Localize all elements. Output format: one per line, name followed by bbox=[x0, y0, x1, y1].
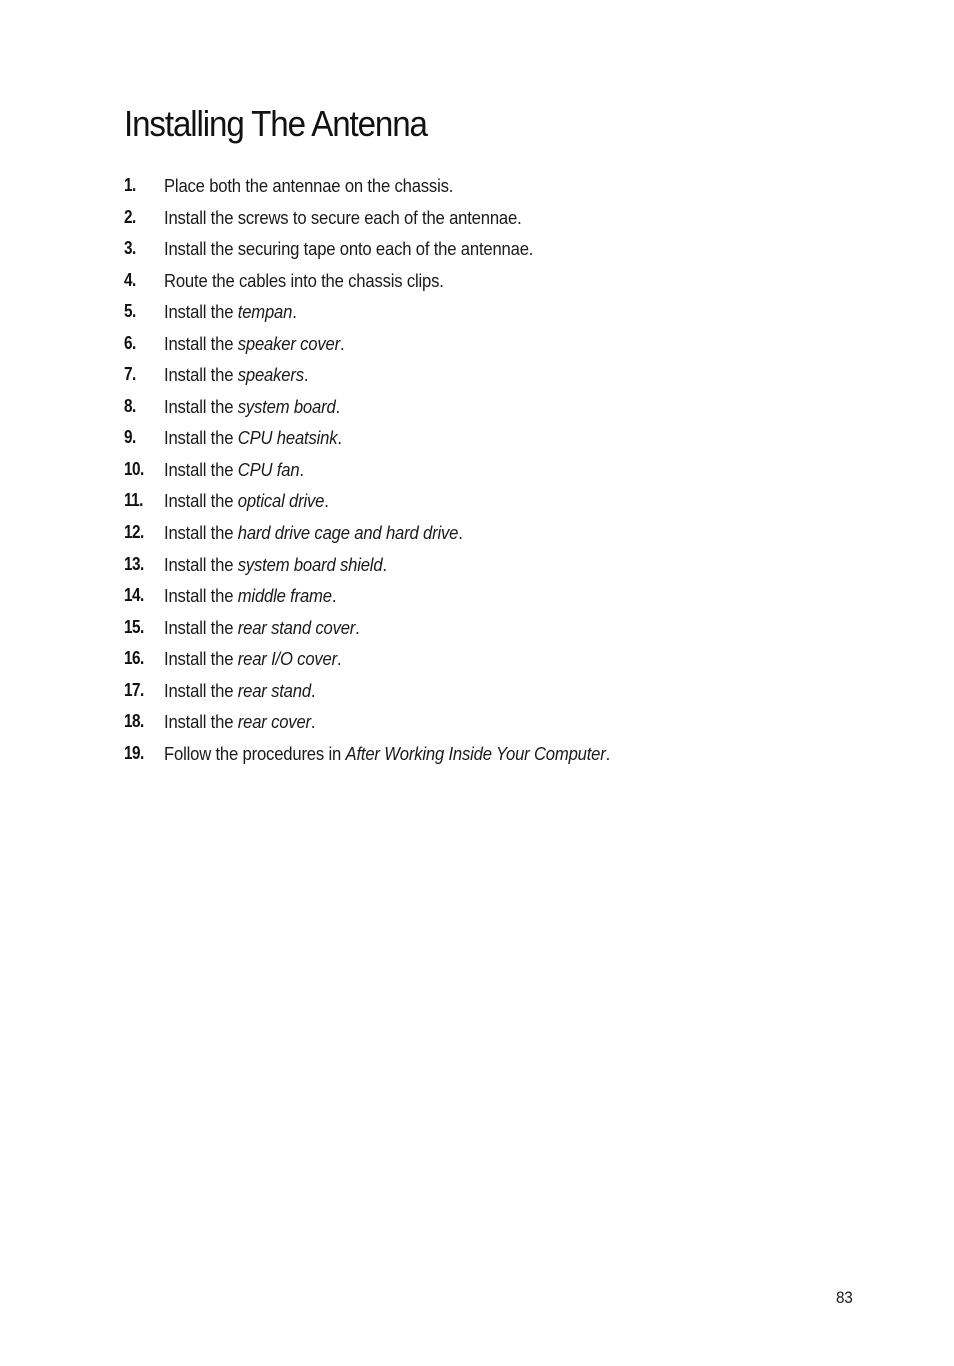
step-end-punctuation: . bbox=[355, 616, 360, 638]
step-item bbox=[124, 202, 884, 234]
step-emphasis-text: CPU heatsink bbox=[237, 427, 338, 449]
step-number: 18. bbox=[124, 711, 144, 732]
step-emphasis-text: optical drive bbox=[237, 490, 325, 512]
step-plain-text: Install the bbox=[164, 711, 238, 733]
page-title: Installing The Antenna bbox=[124, 103, 427, 144]
step-end-punctuation: . bbox=[337, 427, 342, 449]
procedure-steps-list bbox=[124, 170, 884, 769]
step-number: 6. bbox=[124, 332, 136, 353]
step-item bbox=[124, 738, 884, 770]
step-emphasis-text: rear I/O cover bbox=[237, 648, 338, 670]
step-item bbox=[124, 233, 884, 265]
step-number: 8. bbox=[124, 395, 136, 416]
step-emphasis-text: middle frame bbox=[237, 585, 332, 607]
step-item bbox=[124, 643, 884, 675]
step-number: 7. bbox=[124, 364, 136, 385]
step-number: 10. bbox=[124, 458, 144, 479]
step-plain-text: Follow the procedures in bbox=[164, 742, 346, 764]
page-number: 83 bbox=[836, 1288, 853, 1307]
step-end-punctuation: . bbox=[337, 648, 342, 670]
step-plain-text: Install the bbox=[164, 585, 238, 607]
step-number: 5. bbox=[124, 301, 136, 322]
step-text bbox=[164, 485, 329, 517]
step-text bbox=[164, 517, 463, 549]
step-text bbox=[164, 580, 336, 612]
step-number: 11. bbox=[124, 490, 143, 511]
step-number: 12. bbox=[124, 522, 144, 543]
step-text bbox=[164, 612, 360, 644]
step-text bbox=[164, 265, 444, 297]
step-number: 2. bbox=[124, 206, 136, 227]
step-plain-text: Install the bbox=[164, 301, 238, 323]
step-emphasis-text: hard drive cage and hard drive bbox=[237, 522, 459, 544]
step-plain-text: Install the bbox=[164, 616, 238, 638]
step-plain-text: Install the bbox=[164, 522, 238, 544]
step-plain-text: Install the bbox=[164, 395, 238, 417]
step-number: 14. bbox=[124, 585, 144, 606]
step-item bbox=[124, 170, 884, 202]
step-text bbox=[164, 296, 297, 328]
step-end-punctuation: . bbox=[324, 490, 329, 512]
step-emphasis-text: speaker cover bbox=[237, 332, 340, 354]
step-number: 16. bbox=[124, 648, 144, 669]
step-plain-text: Install the bbox=[164, 364, 238, 386]
step-end-punctuation: . bbox=[292, 301, 297, 323]
step-emphasis-text: system board shield bbox=[237, 553, 383, 575]
step-number: 15. bbox=[124, 616, 144, 637]
step-item bbox=[124, 265, 884, 297]
step-item bbox=[124, 517, 884, 549]
step-end-punctuation: . bbox=[310, 679, 316, 701]
step-number: 3. bbox=[124, 238, 136, 259]
step-plain-text: Install the bbox=[164, 427, 238, 449]
step-number: 1. bbox=[124, 175, 136, 195]
step-end-punctuation: . bbox=[339, 332, 345, 354]
step-emphasis-text: After Working Inside Your Computer bbox=[345, 742, 606, 764]
step-item bbox=[124, 359, 884, 391]
step-plain-text: Install the screws to secure each of the antennae. bbox=[164, 206, 522, 228]
step-plain-text: Install the bbox=[164, 458, 238, 480]
step-plain-text: Install the bbox=[164, 648, 238, 670]
step-end-punctuation: . bbox=[382, 553, 387, 575]
step-end-punctuation: . bbox=[310, 711, 316, 733]
step-end-punctuation: . bbox=[303, 364, 309, 386]
step-item bbox=[124, 422, 884, 454]
step-plain-text: Install the bbox=[164, 490, 238, 512]
step-item bbox=[124, 391, 884, 423]
step-text bbox=[164, 738, 610, 770]
step-item bbox=[124, 675, 884, 707]
step-end-punctuation: . bbox=[335, 395, 340, 417]
step-number: 9. bbox=[124, 427, 136, 448]
step-item bbox=[124, 328, 884, 360]
step-text bbox=[164, 328, 344, 360]
step-plain-text: Install the securing tape onto each of the antennae. bbox=[164, 238, 534, 260]
step-end-punctuation: . bbox=[299, 458, 304, 480]
step-text bbox=[164, 675, 315, 707]
step-text bbox=[164, 170, 453, 202]
step-number: 19. bbox=[124, 742, 144, 763]
step-emphasis-text: system board bbox=[237, 395, 336, 417]
step-plain-text: Install the bbox=[164, 679, 238, 701]
step-number: 4. bbox=[124, 269, 136, 290]
step-text bbox=[164, 359, 308, 391]
step-text bbox=[164, 202, 522, 234]
step-end-punctuation: . bbox=[331, 585, 337, 607]
step-text bbox=[164, 422, 342, 454]
step-item bbox=[124, 454, 884, 486]
step-plain-text: Install the bbox=[164, 332, 238, 354]
step-end-punctuation: . bbox=[458, 522, 463, 544]
step-emphasis-text: speakers bbox=[237, 364, 304, 386]
step-plain-text: Place both the antennae on the chassis. bbox=[164, 175, 454, 196]
step-end-punctuation: . bbox=[605, 742, 611, 764]
step-text bbox=[164, 643, 341, 675]
step-emphasis-text: rear stand cover bbox=[237, 616, 356, 638]
step-number: 17. bbox=[124, 679, 144, 700]
step-item bbox=[124, 612, 884, 644]
step-item bbox=[124, 485, 884, 517]
step-plain-text: Install the bbox=[164, 553, 238, 575]
step-item bbox=[124, 549, 884, 581]
step-number: 13. bbox=[124, 553, 144, 574]
step-emphasis-text: CPU fan bbox=[237, 458, 300, 480]
step-emphasis-text: rear cover bbox=[237, 711, 311, 733]
step-text bbox=[164, 391, 340, 423]
step-plain-text: Route the cables into the chassis clips. bbox=[164, 269, 444, 291]
step-item bbox=[124, 580, 884, 612]
step-emphasis-text: rear stand bbox=[237, 679, 311, 701]
step-text bbox=[164, 706, 315, 738]
step-emphasis-text: tempan bbox=[237, 301, 293, 323]
step-text bbox=[164, 454, 304, 486]
step-text bbox=[164, 233, 533, 265]
step-item bbox=[124, 296, 884, 328]
step-item bbox=[124, 706, 884, 738]
step-text bbox=[164, 549, 387, 581]
